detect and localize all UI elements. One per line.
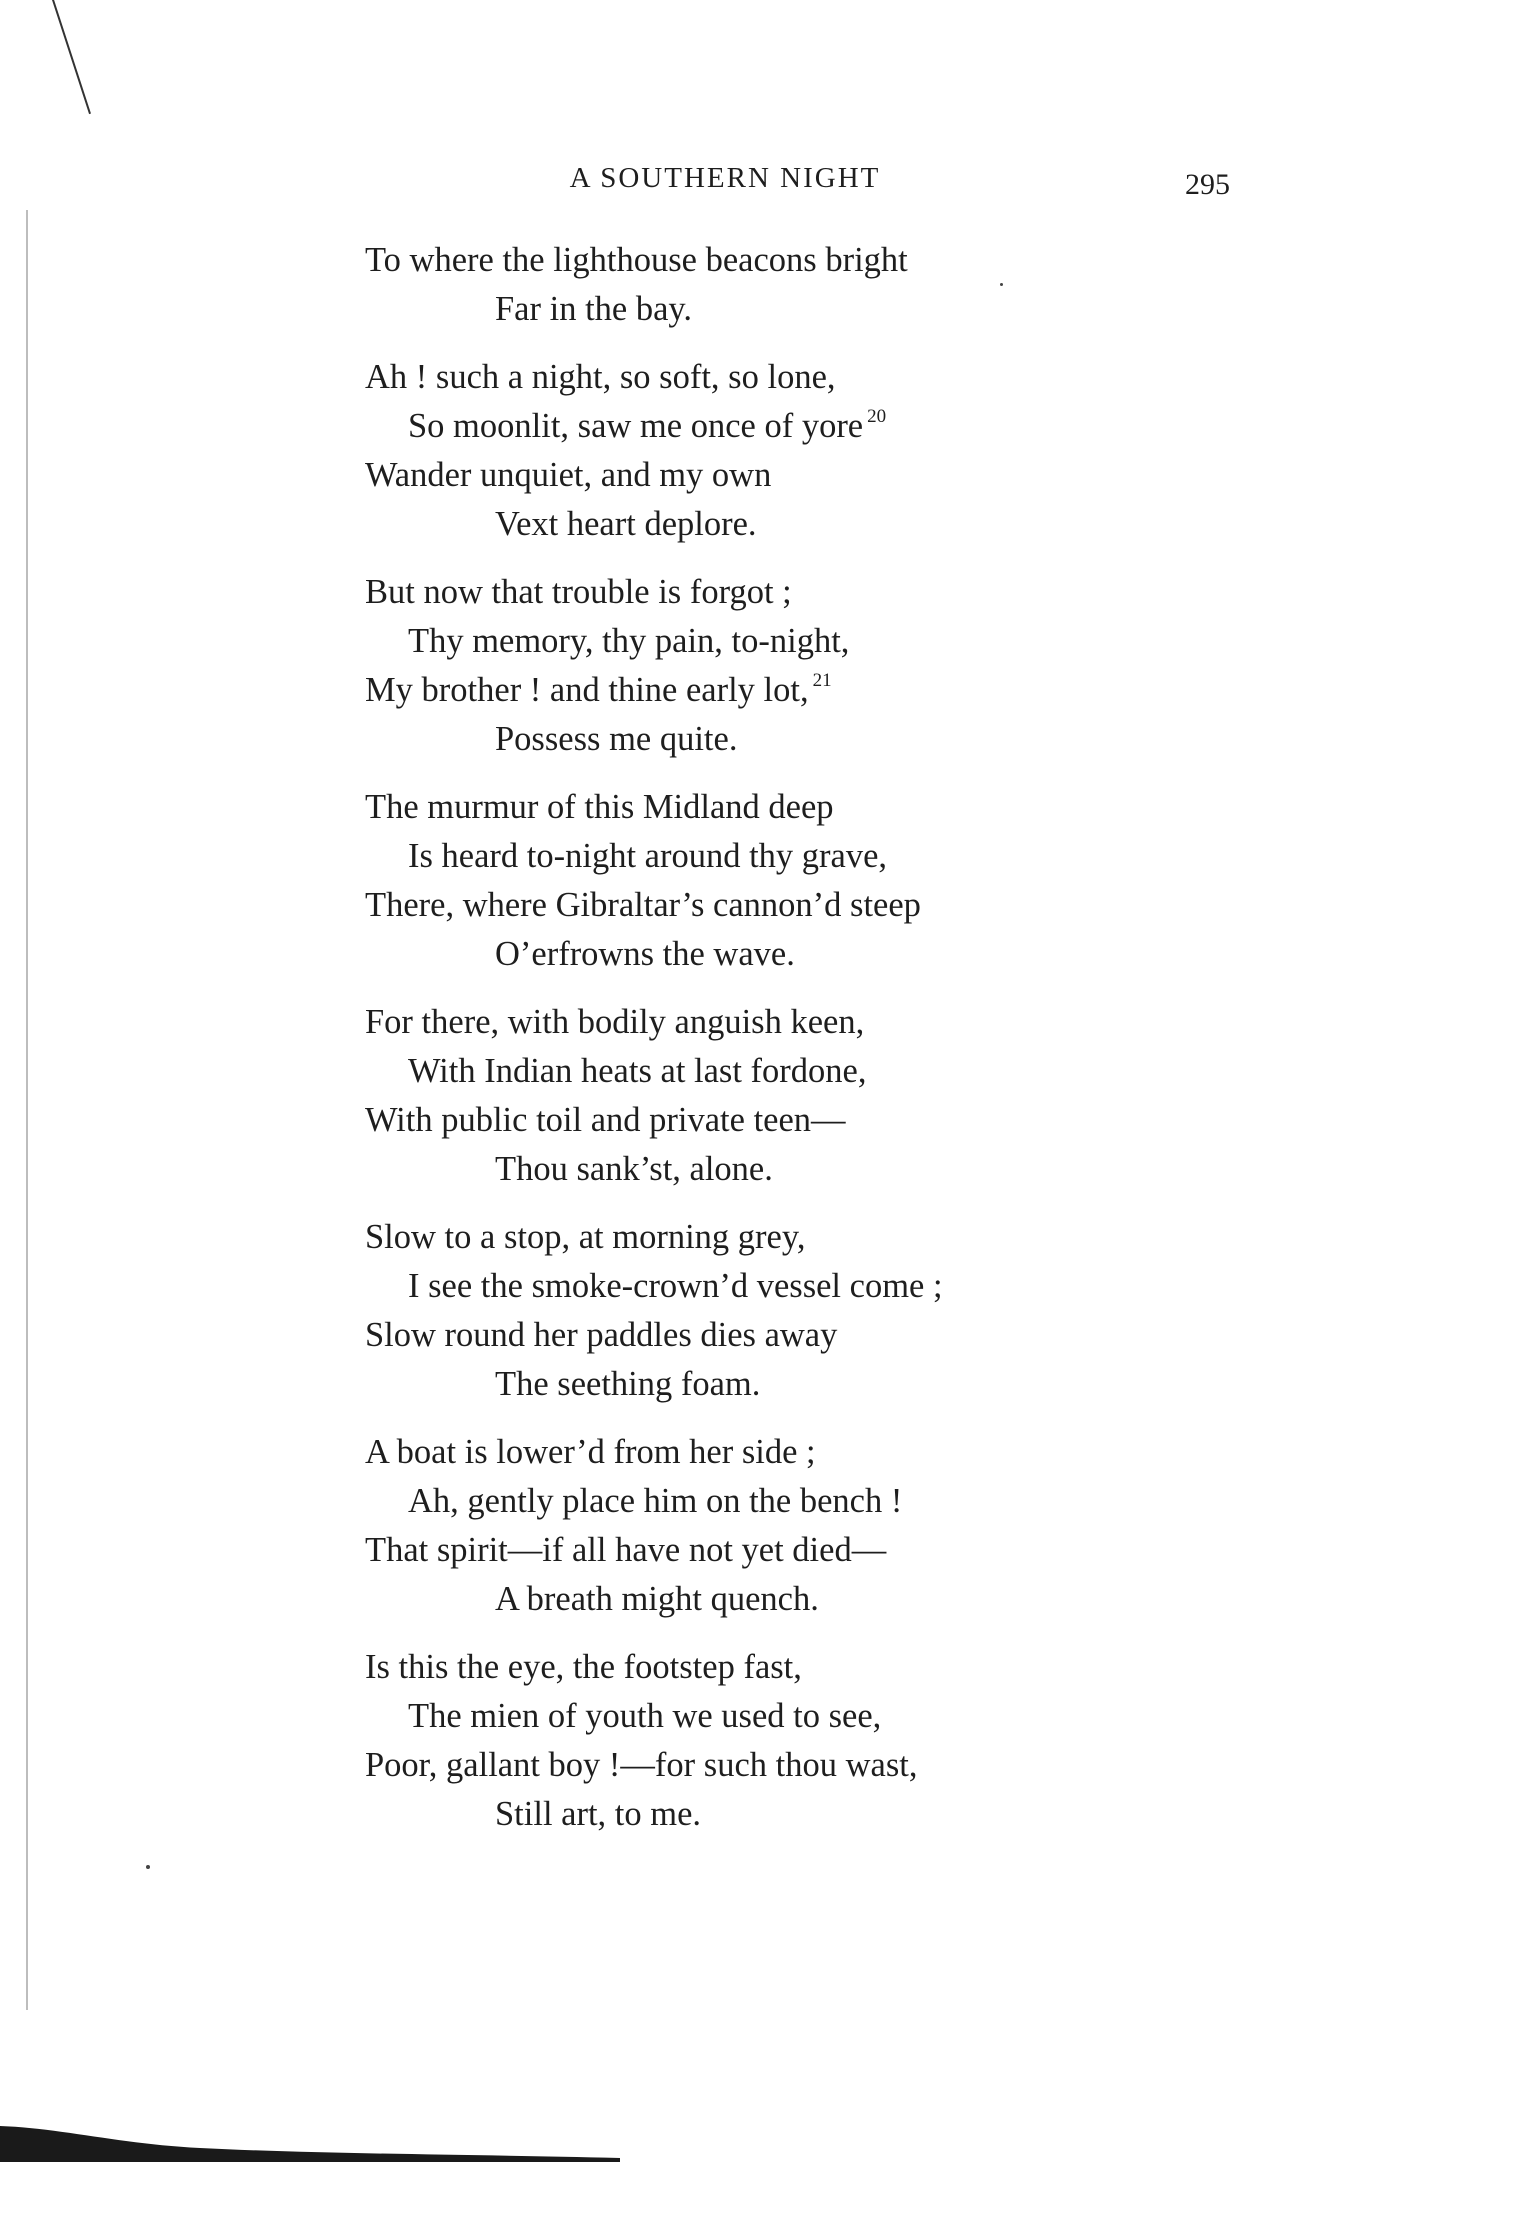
poem-line: With Indian heats at last fordone, — [408, 1052, 867, 1090]
poem-line: Is heard to-night around thy grave, — [408, 837, 888, 875]
poem-line: I see the smoke-crown’d vessel come ; — [408, 1267, 943, 1305]
poem-line: Thou sank’st, alone. — [495, 1150, 773, 1188]
poem-line: Slow round her paddles dies away — [365, 1316, 838, 1354]
scan-edge-shadow — [0, 2118, 640, 2162]
poem-line: Ah, gently place him on the bench ! — [408, 1482, 903, 1520]
scan-margin-line — [26, 210, 28, 2010]
footnote-marker: 20 — [867, 406, 887, 427]
stanza — [365, 1643, 1145, 1839]
page-number: 295 — [1185, 168, 1230, 201]
poem-line: Far in the bay. — [495, 290, 693, 328]
poem-line: That spirit—if all have not yet died— — [365, 1531, 887, 1569]
stanza — [365, 1213, 1145, 1409]
poem-line: Thy memory, thy pain, to-night, — [408, 622, 850, 660]
poem-line: But now that trouble is forgot ; — [365, 573, 792, 611]
poem-line: Poor, gallant boy !—for such thou wast, — [365, 1746, 918, 1784]
poem-line: With public toil and private teen— — [365, 1101, 846, 1139]
scan-corner-mark — [52, 0, 91, 114]
poem-line: My brother ! and thine early lot, $^{21}$ — [365, 670, 832, 709]
poem-line: Vext heart deplore. — [495, 505, 757, 543]
poem-line: Is this the eye, the footstep fast, — [365, 1648, 802, 1686]
stanza — [365, 783, 1145, 979]
poem-line: The seething foam. — [495, 1365, 761, 1403]
poem-line: So moonlit, saw me once of yore $^{20}$ — [408, 406, 887, 445]
poem-line: There, where Gibraltar’s cannon’d steep — [365, 886, 921, 924]
poem-line: A breath might quench. — [495, 1580, 819, 1618]
poem-line: To where the lighthouse beacons bright — [365, 241, 908, 279]
poem-text — [365, 236, 1145, 1858]
stanza — [365, 236, 1145, 334]
poem-line: Ah ! such a night, so soft, so lone, — [365, 358, 836, 396]
stanza — [365, 568, 1145, 764]
poem-line: A boat is lower’d from her side ; — [365, 1433, 816, 1471]
poem-line: Slow to a stop, at morning grey, — [365, 1218, 806, 1256]
footnote-marker: 21 — [812, 670, 832, 691]
stanza — [365, 998, 1145, 1194]
poem-line: The murmur of this Midland deep — [365, 788, 834, 826]
poem-line: Still art, to me. — [495, 1795, 702, 1833]
poem-line: For there, with bodily anguish keen, — [365, 1003, 865, 1041]
poem-line: The mien of youth we used to see, — [408, 1697, 882, 1735]
poem-line: Wander unquiet, and my own — [365, 456, 772, 494]
stanza — [365, 353, 1145, 549]
running-title: A SOUTHERN NIGHT — [569, 162, 881, 194]
poem-line: Possess me quite. — [495, 720, 738, 758]
poem-line: O’erfrowns the wave. — [495, 935, 795, 973]
scan-speck — [146, 1865, 150, 1869]
stanza — [365, 1428, 1145, 1624]
